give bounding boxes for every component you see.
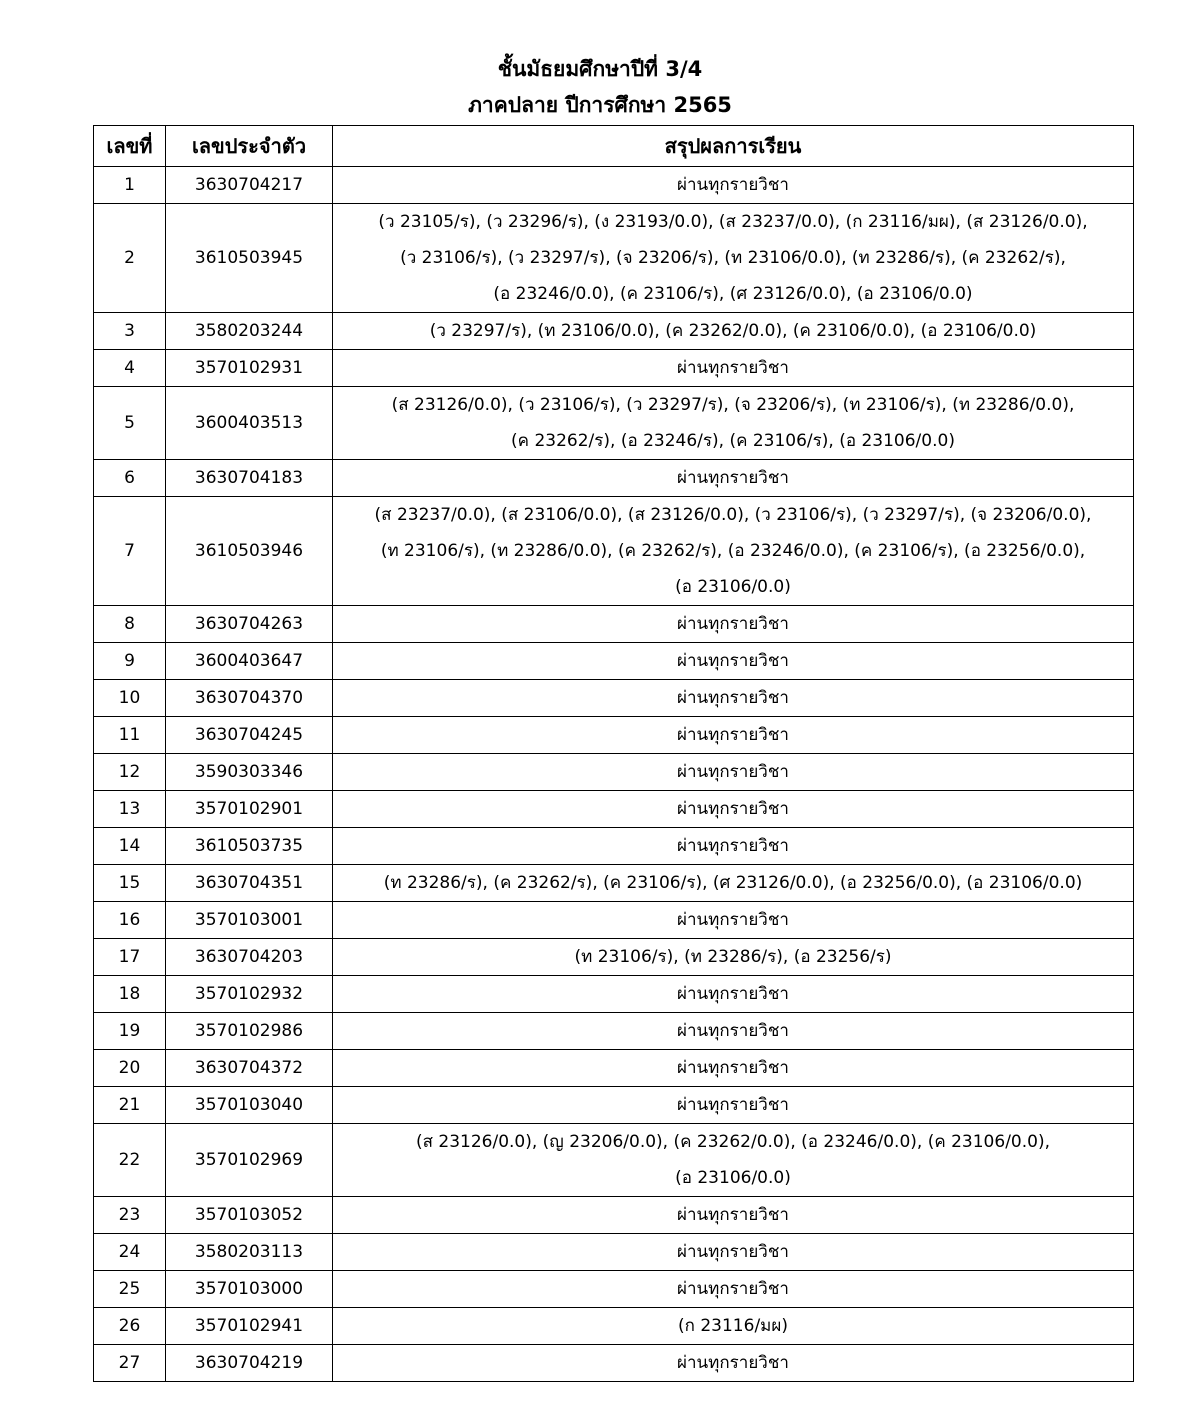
summary-line: (ส 23126/0.0), (ญ 23206/0.0), (ค 23262/0.0), (อ 23246/0.0), (ค 23106/0.0),	[415, 1132, 1050, 1152]
table-row	[94, 1308, 1134, 1345]
row-student-id: 3630704263	[166, 606, 333, 643]
row-student-id: 3630704370	[166, 680, 333, 717]
summary-line: ผ่านทุกรายวิชา	[677, 1242, 789, 1262]
row-number: 19	[94, 1013, 166, 1050]
table-row	[94, 1234, 1134, 1271]
table-row	[94, 1013, 1134, 1050]
results-table	[93, 125, 1134, 1382]
table-row	[94, 1197, 1134, 1234]
row-student-id: 3600403513	[166, 387, 333, 460]
row-student-id: 3600403647	[166, 643, 333, 680]
summary-line: ผ่านทุกรายวิชา	[677, 1021, 789, 1041]
table-row	[94, 717, 1134, 754]
summary-line: (ส 23237/0.0), (ส 23106/0.0), (ส 23126/0.0), (ว 23106/ร), (ว 23297/ร), (จ 23206/0.0),	[374, 505, 1092, 525]
row-summary	[333, 350, 1134, 387]
row-number: 25	[94, 1271, 166, 1308]
summary-line: (อ 23106/0.0)	[675, 577, 791, 597]
row-student-id: 3630704183	[166, 460, 333, 497]
summary-line: (ว 23106/ร), (ว 23297/ร), (จ 23206/ร), (ท 23106/0.0), (ท 23286/ร), (ค 23262/ร),	[400, 248, 1066, 268]
summary-line: ผ่านทุกรายวิชา	[677, 688, 789, 708]
summary-line: (อ 23106/0.0)	[675, 1168, 791, 1188]
row-summary	[333, 387, 1134, 460]
row-student-id: 3590303346	[166, 754, 333, 791]
row-student-id: 3610503945	[166, 204, 333, 313]
header-student-id: เลขประจำตัว	[166, 126, 333, 167]
row-student-id: 3610503735	[166, 828, 333, 865]
summary-line: ผ่านทุกรายวิชา	[677, 910, 789, 930]
summary-line: ผ่านทุกรายวิชา	[677, 984, 789, 1004]
row-summary	[333, 791, 1134, 828]
summary-line: (ก 23116/มผ)	[678, 1316, 788, 1336]
row-summary	[333, 680, 1134, 717]
row-number: 23	[94, 1197, 166, 1234]
row-summary	[333, 1234, 1134, 1271]
row-summary	[333, 643, 1134, 680]
row-summary	[333, 1050, 1134, 1087]
row-student-id: 3570102969	[166, 1124, 333, 1197]
table-row	[94, 828, 1134, 865]
summary-line: ผ่านทุกรายวิชา	[677, 1095, 789, 1115]
row-number: 26	[94, 1308, 166, 1345]
row-number: 4	[94, 350, 166, 387]
row-number: 11	[94, 717, 166, 754]
row-number: 3	[94, 313, 166, 350]
row-student-id: 3630704372	[166, 1050, 333, 1087]
row-number: 1	[94, 167, 166, 204]
row-number: 10	[94, 680, 166, 717]
table-row	[94, 313, 1134, 350]
table-row	[94, 865, 1134, 902]
row-number: 7	[94, 497, 166, 606]
row-summary	[333, 1087, 1134, 1124]
row-number: 13	[94, 791, 166, 828]
row-student-id: 3570102931	[166, 350, 333, 387]
row-student-id: 3580203113	[166, 1234, 333, 1271]
row-student-id: 3570102932	[166, 976, 333, 1013]
row-summary	[333, 939, 1134, 976]
row-student-id: 3610503946	[166, 497, 333, 606]
table-row	[94, 1124, 1134, 1197]
row-student-id: 3630704203	[166, 939, 333, 976]
table-row	[94, 387, 1134, 460]
row-number: 14	[94, 828, 166, 865]
summary-line: ผ่านทุกรายวิชา	[677, 1279, 789, 1299]
summary-line: ผ่านทุกรายวิชา	[677, 651, 789, 671]
row-student-id: 3570103052	[166, 1197, 333, 1234]
table-body	[94, 167, 1134, 1382]
row-number: 20	[94, 1050, 166, 1087]
page-title: ชั้นมัธยมศึกษาปีที่ 3/4	[497, 57, 703, 81]
header-number: เลขที่	[94, 126, 166, 167]
table-row	[94, 791, 1134, 828]
table-row	[94, 976, 1134, 1013]
summary-line: (อ 23246/0.0), (ค 23106/ร), (ศ 23126/0.0), (อ 23106/0.0)	[493, 284, 973, 304]
table-header-row	[94, 126, 1134, 167]
row-number: 18	[94, 976, 166, 1013]
summary-line: ผ่านทุกรายวิชา	[677, 468, 789, 488]
table-row	[94, 606, 1134, 643]
row-summary	[333, 865, 1134, 902]
row-summary	[333, 1308, 1134, 1345]
summary-line: ผ่านทุกรายวิชา	[677, 614, 789, 634]
row-summary	[333, 313, 1134, 350]
table-row	[94, 204, 1134, 313]
table-row	[94, 497, 1134, 606]
row-summary	[333, 717, 1134, 754]
row-student-id: 3630704351	[166, 865, 333, 902]
page-subtitle: ภาคปลาย ปีการศึกษา 2565	[468, 93, 732, 117]
row-number: 8	[94, 606, 166, 643]
row-student-id: 3570102986	[166, 1013, 333, 1050]
summary-line: (ท 23106/ร), (ท 23286/0.0), (ค 23262/ร), (อ 23246/0.0), (ค 23106/ร), (อ 23256/0.0),	[380, 541, 1086, 561]
table-row	[94, 1087, 1134, 1124]
table-row	[94, 1345, 1134, 1382]
summary-line: ผ่านทุกรายวิชา	[677, 762, 789, 782]
row-number: 24	[94, 1234, 166, 1271]
row-number: 15	[94, 865, 166, 902]
summary-line: ผ่านทุกรายวิชา	[677, 1058, 789, 1078]
row-summary	[333, 606, 1134, 643]
summary-line: ผ่านทุกรายวิชา	[677, 1353, 789, 1373]
row-summary	[333, 1124, 1134, 1197]
summary-line: (ค 23262/ร), (อ 23246/ร), (ค 23106/ร), (อ 23106/0.0)	[511, 431, 955, 451]
row-number: 22	[94, 1124, 166, 1197]
summary-line: (ว 23105/ร), (ว 23296/ร), (ง 23193/0.0), (ส 23237/0.0), (ก 23116/มผ), (ส 23126/0.0),	[378, 212, 1088, 232]
row-student-id: 3570103000	[166, 1271, 333, 1308]
row-summary	[333, 497, 1134, 606]
row-student-id: 3630704245	[166, 717, 333, 754]
row-number: 27	[94, 1345, 166, 1382]
table-row	[94, 939, 1134, 976]
row-number: 2	[94, 204, 166, 313]
row-summary	[333, 754, 1134, 791]
row-summary	[333, 1345, 1134, 1382]
summary-line: (ส 23126/0.0), (ว 23106/ร), (ว 23297/ร), (จ 23206/ร), (ท 23106/ร), (ท 23286/0.0),	[391, 395, 1075, 415]
table-row	[94, 350, 1134, 387]
summary-line: ผ่านทุกรายวิชา	[677, 725, 789, 745]
row-number: 9	[94, 643, 166, 680]
summary-line: ผ่านทุกรายวิชา	[677, 1205, 789, 1225]
row-summary	[333, 167, 1134, 204]
row-summary	[333, 1197, 1134, 1234]
summary-line: ผ่านทุกรายวิชา	[677, 175, 789, 195]
row-student-id: 3570103001	[166, 902, 333, 939]
row-summary	[333, 976, 1134, 1013]
summary-line: (ท 23106/ร), (ท 23286/ร), (อ 23256/ร)	[574, 947, 892, 967]
summary-line: ผ่านทุกรายวิชา	[677, 358, 789, 378]
table-row	[94, 1050, 1134, 1087]
row-summary	[333, 902, 1134, 939]
summary-line: (ท 23286/ร), (ค 23262/ร), (ค 23106/ร), (ศ 23126/0.0), (อ 23256/0.0), (อ 23106/0.0)	[383, 873, 1083, 893]
row-summary	[333, 460, 1134, 497]
row-number: 21	[94, 1087, 166, 1124]
row-number: 16	[94, 902, 166, 939]
row-student-id: 3570103040	[166, 1087, 333, 1124]
table-row	[94, 754, 1134, 791]
row-summary	[333, 1013, 1134, 1050]
table-row	[94, 167, 1134, 204]
row-student-id: 3630704217	[166, 167, 333, 204]
row-number: 5	[94, 387, 166, 460]
row-number: 17	[94, 939, 166, 976]
row-student-id: 3570102901	[166, 791, 333, 828]
row-student-id: 3630704219	[166, 1345, 333, 1382]
table-row	[94, 902, 1134, 939]
summary-line: ผ่านทุกรายวิชา	[677, 836, 789, 856]
header-summary: สรุปผลการเรียน	[333, 126, 1134, 167]
row-summary	[333, 828, 1134, 865]
summary-line: (ว 23297/ร), (ท 23106/0.0), (ค 23262/0.0), (ค 23106/0.0), (อ 23106/0.0)	[429, 321, 1037, 341]
row-number: 6	[94, 460, 166, 497]
row-student-id: 3570102941	[166, 1308, 333, 1345]
summary-line: ผ่านทุกรายวิชา	[677, 799, 789, 819]
row-summary	[333, 1271, 1134, 1308]
table-row	[94, 1271, 1134, 1308]
table-row	[94, 680, 1134, 717]
table-row	[94, 643, 1134, 680]
row-number: 12	[94, 754, 166, 791]
table-row	[94, 460, 1134, 497]
row-student-id: 3580203244	[166, 313, 333, 350]
row-summary	[333, 204, 1134, 313]
